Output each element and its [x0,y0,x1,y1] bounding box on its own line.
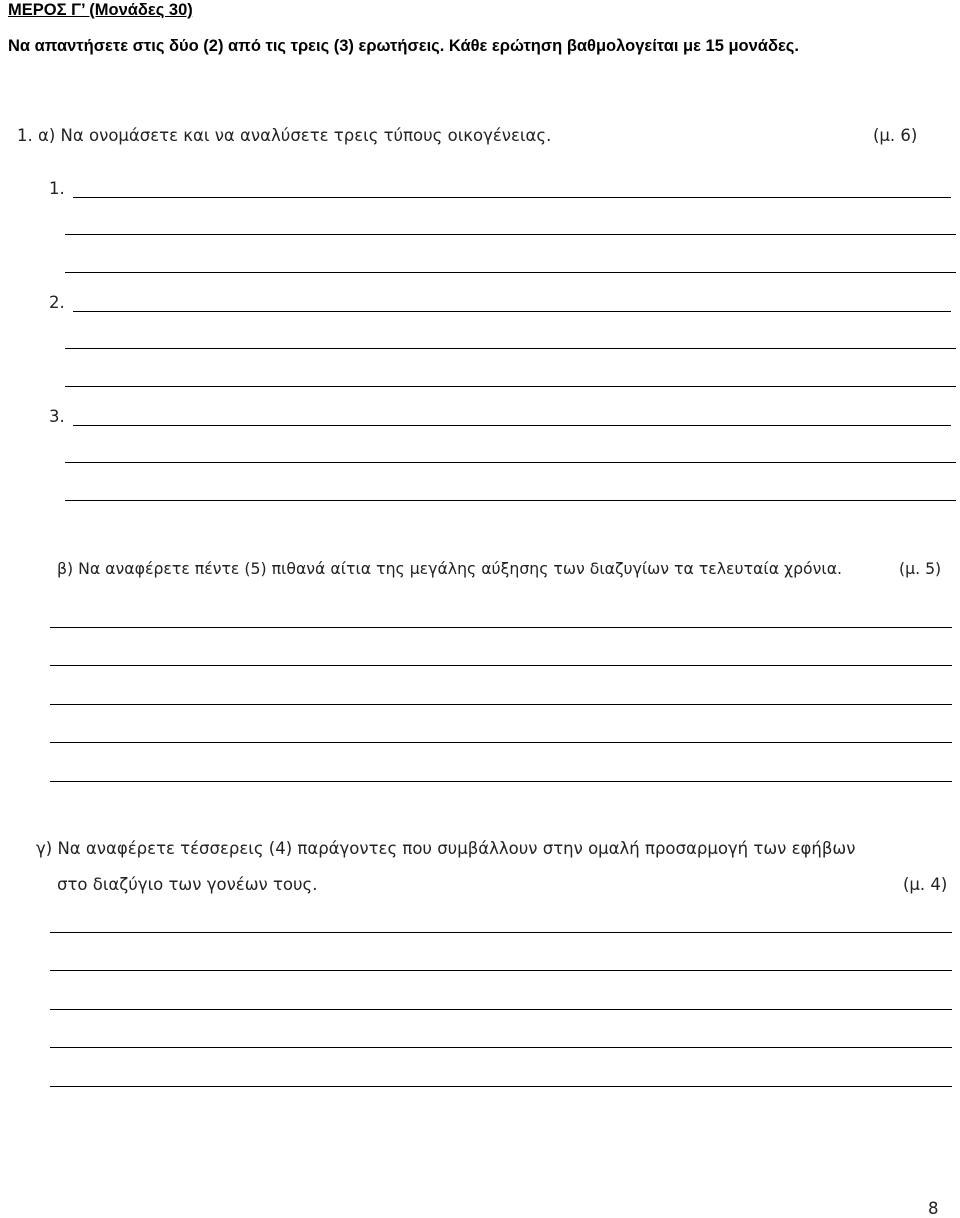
question-1b-text: β) Να αναφέρετε πέντε (5) πιθανά αίτια της μεγάλης αύξησης των διαζυγίων τα τελευταία χρόνια. [57,559,843,578]
question-1c-text: γ) Να αναφέρετε τέσσερεις (4) παράγοντες που συμβάλλουν στην ομαλή προσαρμογή των εφήβων [36,839,856,858]
answer-line[interactable] [73,311,951,312]
answer-line[interactable] [50,970,952,971]
answer-line[interactable] [50,781,952,782]
question-1c-marks: (μ. 4) [903,875,948,894]
section-title: ΜΕΡΟΣ Γ’ (Μονάδες 30) [8,1,193,19]
answer-line[interactable] [65,234,956,235]
answer-item-number: 2. [49,293,65,312]
answer-line[interactable] [65,272,956,273]
question-1b-marks: (μ. 5) [899,559,942,578]
question-1c-text-continued: στο διαζύγιο των γονέων τους. [57,875,318,894]
answer-line[interactable] [50,665,952,666]
question-1a-marks: (μ. 6) [873,126,918,145]
answer-line[interactable] [50,742,952,743]
answer-line[interactable] [65,348,956,349]
answer-line[interactable] [65,462,956,463]
answer-line[interactable] [65,386,956,387]
instructions-text: Να απαντήσετε στις δύο (2) από τις τρεις (3) ερωτήσεις. Κάθε ερώτηση βαθμολογείται με 15 μονάδες. [8,37,799,55]
question-1a-text: 1. α) Να ονομάσετε και να αναλύσετε τρεις τύπους οικογένειας. [17,126,552,145]
answer-line[interactable] [50,1086,952,1087]
answer-item-number: 3. [49,407,65,426]
answer-line[interactable] [65,500,956,501]
answer-line[interactable] [73,425,951,426]
page-number: 8 [928,1199,939,1218]
answer-line[interactable] [50,1009,952,1010]
answer-line[interactable] [73,197,951,198]
answer-line[interactable] [50,627,952,628]
answer-item-number: 1. [49,179,65,198]
answer-line[interactable] [50,932,952,933]
answer-line[interactable] [50,1047,952,1048]
answer-line[interactable] [50,704,952,705]
